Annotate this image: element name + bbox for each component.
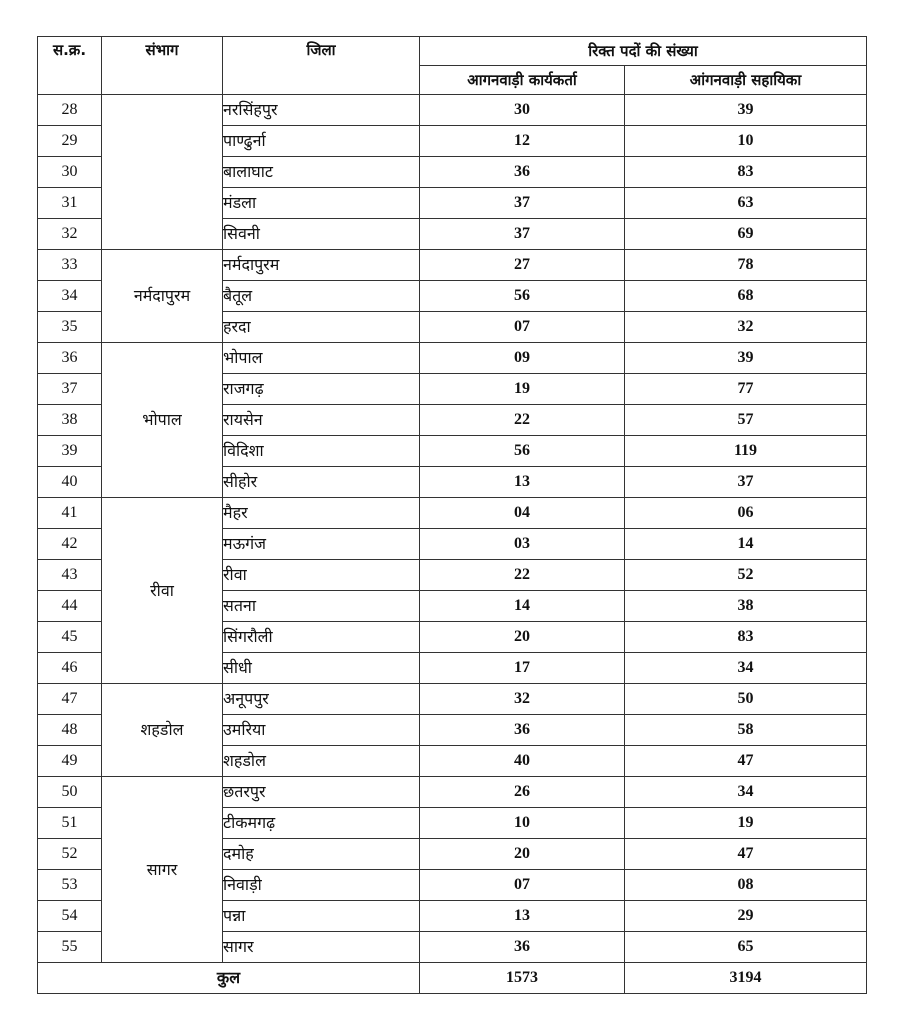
helper-vacancy-cell: 63	[625, 188, 867, 219]
serial-cell: 48	[38, 715, 102, 746]
worker-vacancy-cell: 37	[420, 219, 625, 250]
worker-vacancy-cell: 20	[420, 622, 625, 653]
helper-vacancy-cell: 47	[625, 839, 867, 870]
district-cell: सीहोर	[223, 467, 420, 498]
district-cell: रीवा	[223, 560, 420, 591]
district-cell: सागर	[223, 932, 420, 963]
helper-vacancy-cell: 19	[625, 808, 867, 839]
serial-cell: 53	[38, 870, 102, 901]
district-cell: मैहर	[223, 498, 420, 529]
serial-cell: 36	[38, 343, 102, 374]
serial-cell: 38	[38, 405, 102, 436]
serial-cell: 46	[38, 653, 102, 684]
serial-cell: 37	[38, 374, 102, 405]
worker-vacancy-cell: 03	[420, 529, 625, 560]
serial-cell: 45	[38, 622, 102, 653]
serial-cell: 55	[38, 932, 102, 963]
serial-cell: 32	[38, 219, 102, 250]
worker-vacancy-cell: 56	[420, 281, 625, 312]
total-helper: 3194	[625, 963, 867, 994]
division-cell: शहडोल	[102, 684, 223, 777]
table-row	[38, 343, 867, 374]
header-vacancy: रिक्त पदों की संख्या	[420, 37, 867, 66]
worker-vacancy-cell: 14	[420, 591, 625, 622]
worker-vacancy-cell: 07	[420, 870, 625, 901]
total-label: कुल	[38, 963, 420, 994]
serial-cell: 47	[38, 684, 102, 715]
worker-vacancy-cell: 07	[420, 312, 625, 343]
serial-cell: 28	[38, 95, 102, 126]
table-row	[38, 684, 867, 715]
helper-vacancy-cell: 68	[625, 281, 867, 312]
division-cell	[102, 95, 223, 250]
helper-vacancy-cell: 06	[625, 498, 867, 529]
helper-vacancy-cell: 119	[625, 436, 867, 467]
worker-vacancy-cell: 09	[420, 343, 625, 374]
helper-vacancy-cell: 34	[625, 653, 867, 684]
district-cell: शहडोल	[223, 746, 420, 777]
district-cell: छतरपुर	[223, 777, 420, 808]
division-cell: भोपाल	[102, 343, 223, 498]
district-cell: बैतूल	[223, 281, 420, 312]
helper-vacancy-cell: 57	[625, 405, 867, 436]
header-division: संभाग	[102, 37, 223, 95]
district-cell: दमोह	[223, 839, 420, 870]
helper-vacancy-cell: 83	[625, 157, 867, 188]
district-cell: मंडला	[223, 188, 420, 219]
table-row	[38, 498, 867, 529]
worker-vacancy-cell: 26	[420, 777, 625, 808]
district-cell: भोपाल	[223, 343, 420, 374]
division-cell: रीवा	[102, 498, 223, 684]
header-helper: आंगनवाड़ी सहायिका	[625, 66, 867, 95]
district-cell: पन्ना	[223, 901, 420, 932]
worker-vacancy-cell: 13	[420, 467, 625, 498]
worker-vacancy-cell: 27	[420, 250, 625, 281]
serial-cell: 54	[38, 901, 102, 932]
helper-vacancy-cell: 10	[625, 126, 867, 157]
serial-cell: 49	[38, 746, 102, 777]
serial-cell: 50	[38, 777, 102, 808]
total-row	[38, 963, 867, 994]
district-cell: सीधी	[223, 653, 420, 684]
worker-vacancy-cell: 10	[420, 808, 625, 839]
district-cell: उमरिया	[223, 715, 420, 746]
serial-cell: 41	[38, 498, 102, 529]
helper-vacancy-cell: 32	[625, 312, 867, 343]
district-cell: पाण्ढुर्ना	[223, 126, 420, 157]
table-header	[38, 37, 867, 95]
worker-vacancy-cell: 04	[420, 498, 625, 529]
helper-vacancy-cell: 77	[625, 374, 867, 405]
helper-vacancy-cell: 39	[625, 95, 867, 126]
district-cell: विदिशा	[223, 436, 420, 467]
serial-cell: 42	[38, 529, 102, 560]
serial-cell: 33	[38, 250, 102, 281]
serial-cell: 30	[38, 157, 102, 188]
total-worker: 1573	[420, 963, 625, 994]
worker-vacancy-cell: 19	[420, 374, 625, 405]
header-worker: आगनवाड़ी कार्यकर्ता	[420, 66, 625, 95]
serial-cell: 40	[38, 467, 102, 498]
worker-vacancy-cell: 20	[420, 839, 625, 870]
helper-vacancy-cell: 14	[625, 529, 867, 560]
worker-vacancy-cell: 13	[420, 901, 625, 932]
division-cell: नर्मदापुरम	[102, 250, 223, 343]
helper-vacancy-cell: 50	[625, 684, 867, 715]
district-cell: सिवनी	[223, 219, 420, 250]
district-cell: नरसिंहपुर	[223, 95, 420, 126]
worker-vacancy-cell: 22	[420, 560, 625, 591]
worker-vacancy-cell: 12	[420, 126, 625, 157]
serial-cell: 39	[38, 436, 102, 467]
worker-vacancy-cell: 32	[420, 684, 625, 715]
vacancy-table	[37, 36, 867, 994]
serial-cell: 34	[38, 281, 102, 312]
serial-cell: 31	[38, 188, 102, 219]
serial-cell: 29	[38, 126, 102, 157]
helper-vacancy-cell: 39	[625, 343, 867, 374]
district-cell: बालाघाट	[223, 157, 420, 188]
district-cell: निवाड़ी	[223, 870, 420, 901]
worker-vacancy-cell: 30	[420, 95, 625, 126]
worker-vacancy-cell: 17	[420, 653, 625, 684]
worker-vacancy-cell: 37	[420, 188, 625, 219]
helper-vacancy-cell: 29	[625, 901, 867, 932]
serial-cell: 43	[38, 560, 102, 591]
helper-vacancy-cell: 78	[625, 250, 867, 281]
district-cell: राजगढ़	[223, 374, 420, 405]
helper-vacancy-cell: 34	[625, 777, 867, 808]
serial-cell: 35	[38, 312, 102, 343]
helper-vacancy-cell: 58	[625, 715, 867, 746]
worker-vacancy-cell: 56	[420, 436, 625, 467]
district-cell: रायसेन	[223, 405, 420, 436]
helper-vacancy-cell: 83	[625, 622, 867, 653]
table-body	[38, 95, 867, 963]
serial-cell: 44	[38, 591, 102, 622]
district-cell: अनूपपुर	[223, 684, 420, 715]
worker-vacancy-cell: 22	[420, 405, 625, 436]
district-cell: सतना	[223, 591, 420, 622]
district-cell: टीकमगढ़	[223, 808, 420, 839]
district-cell: हरदा	[223, 312, 420, 343]
helper-vacancy-cell: 65	[625, 932, 867, 963]
helper-vacancy-cell: 47	[625, 746, 867, 777]
worker-vacancy-cell: 36	[420, 932, 625, 963]
table-row	[38, 95, 867, 126]
helper-vacancy-cell: 08	[625, 870, 867, 901]
header-district: जिला	[223, 37, 420, 95]
helper-vacancy-cell: 69	[625, 219, 867, 250]
helper-vacancy-cell: 52	[625, 560, 867, 591]
table-row	[38, 250, 867, 281]
worker-vacancy-cell: 40	[420, 746, 625, 777]
serial-cell: 52	[38, 839, 102, 870]
district-cell: नर्मदापुरम	[223, 250, 420, 281]
table-footer	[38, 963, 867, 994]
worker-vacancy-cell: 36	[420, 715, 625, 746]
header-serial: स.क्र.	[38, 37, 102, 95]
table-row	[38, 777, 867, 808]
serial-cell: 51	[38, 808, 102, 839]
worker-vacancy-cell: 36	[420, 157, 625, 188]
helper-vacancy-cell: 37	[625, 467, 867, 498]
district-cell: सिंगरौली	[223, 622, 420, 653]
district-cell: मऊगंज	[223, 529, 420, 560]
helper-vacancy-cell: 38	[625, 591, 867, 622]
division-cell: सागर	[102, 777, 223, 963]
